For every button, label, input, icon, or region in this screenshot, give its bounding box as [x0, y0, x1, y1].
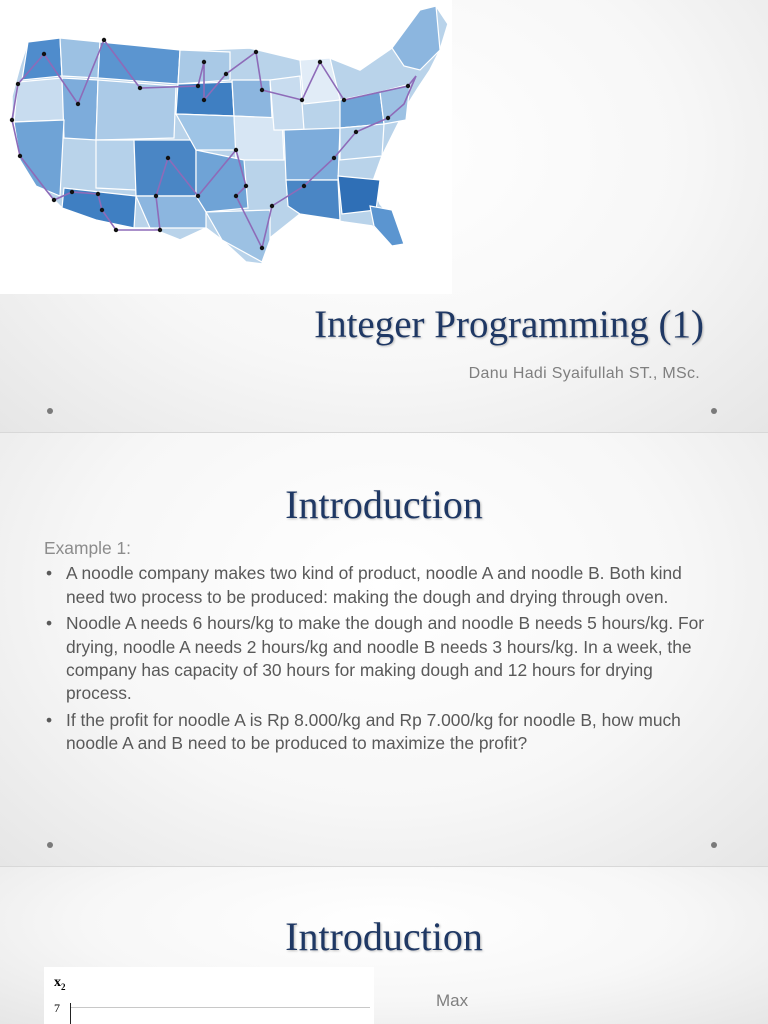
presentation-title: Integer Programming (1) — [314, 303, 704, 346]
author-name: Danu Hadi Syaifullah ST., MSc. — [468, 365, 700, 382]
example-label: Example 1: — [44, 538, 131, 558]
bullet-item: • Noodle A needs 6 hours/kg to make the dough and noodle B needs 5 hours/kg. For drying, noodle A needs 2 hours/kg and noodle B needs 3 hours/kg. In a week, the company has capacity of 30 hours for making dough and 12 hours for drying process. — [44, 612, 714, 706]
y-axis-label: $x_2$ — [54, 975, 66, 992]
y-axis — [70, 1003, 71, 1024]
slide-dot-left — [47, 408, 53, 414]
slide-dot-right — [711, 408, 717, 414]
bullet-item: • A noodle company makes two kind of product, noodle A and noodle B. Both kind need two process to be produced: making the dough and drying through oven. — [44, 562, 714, 609]
state-regions — [14, 6, 440, 262]
y-tick-label: 7 — [54, 1001, 60, 1015]
introduction-slide-2 — [0, 867, 768, 1024]
slide-dot-right — [711, 842, 717, 848]
us-map-graphic — [0, 0, 452, 294]
slide-dot-left — [47, 842, 53, 848]
slide-title: Introduction — [285, 914, 483, 959]
introduction-slide — [0, 433, 768, 866]
slide-title: Introduction — [285, 482, 483, 527]
bullet-list — [44, 562, 714, 755]
title-slide — [0, 0, 768, 432]
objective-label: Max — [436, 991, 469, 1010]
bullet-item: • If the profit for noodle A is Rp 8.000/kg and Rp 7.000/kg for noodle B, how much noodle A and B need to be produced to maximize the profit? — [44, 709, 714, 756]
slide-body — [44, 537, 714, 759]
grid-line — [70, 1007, 370, 1008]
us-map-route-icon — [0, 0, 452, 294]
feasible-region-graph — [44, 967, 374, 1024]
